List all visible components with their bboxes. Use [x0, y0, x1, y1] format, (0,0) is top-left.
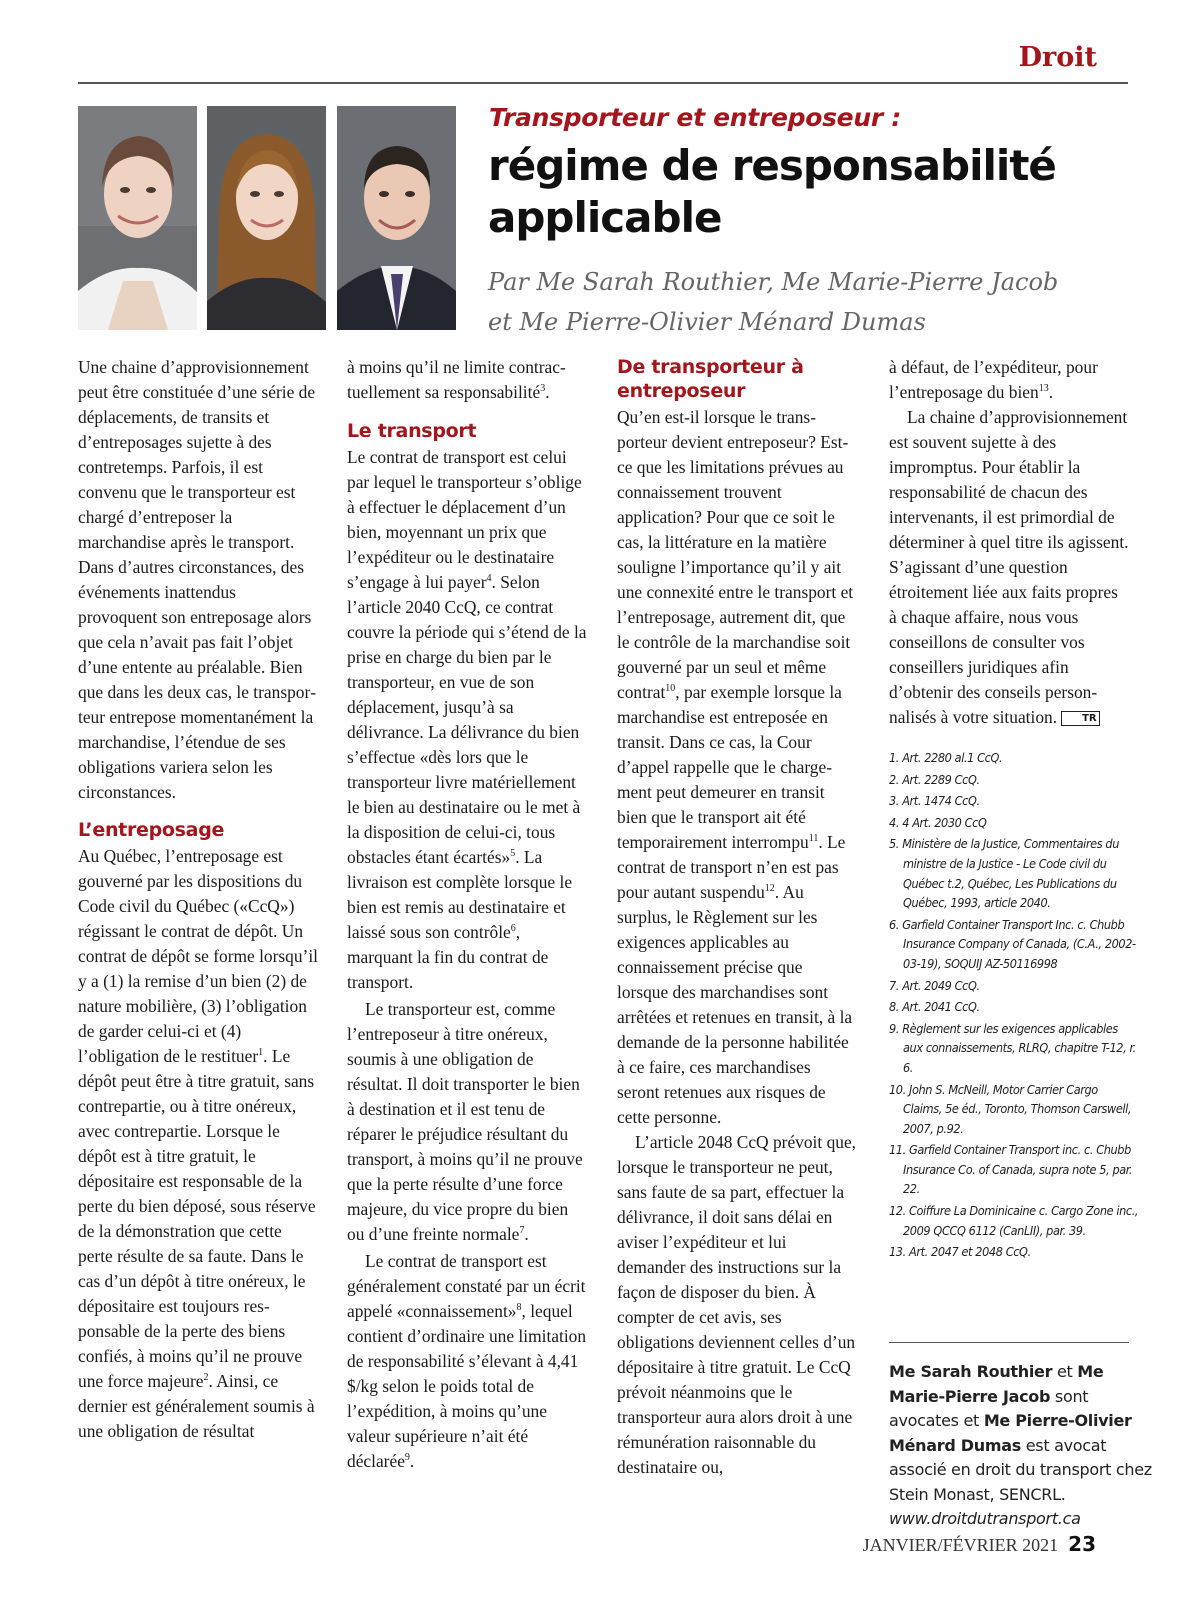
paragraph [78, 844, 318, 1444]
footnote: 10. John S. McNeill, Motor Carrier Cargo Claims, 5e éd., Toronto, Thomson Carswell, 2007, p.92. [889, 1081, 1132, 1136]
footnote: 12. Coiffure La Dominicaine c. Cargo Zone inc., 2009 QCCQ 6112 (CanLII), par. 39. [889, 1203, 1139, 1238]
paragraph: Une chaine d’approvisionnement peut être constituée d’une série de déplacements, de transits et d’entreposages sujette à des contretemps. Parfois, il est convenu que le transporteur est chargé d’entreposer la marchandise après le transport. Dans d’autres circonstances, des événements inattendus provoquent son entreposage alors que cela n’avait pas fait l’objet d’une entente au préalable. Bien que dans les deux cas, le transporteur entrepose momentanément la marchandise, l’étendue de ses obligations variera selon les circonstances. [78, 357, 317, 802]
footnote: 11. Garfield Container Transport inc. c. Chubb Insurance Co. of Canada, supra note 5, par. 22. [889, 1142, 1133, 1197]
column-3 [617, 355, 857, 1480]
section-tag: Droit [1018, 42, 1097, 73]
footnote: 5. Ministère de la Justice, Commentaires du ministre de la Justice - Le Code civil du Québec t.2, Québec, Les Publications du Québec, 1993, article 2040. [889, 836, 1119, 911]
footnote-ref: 12 [764, 883, 775, 895]
author-photo-3 [337, 106, 456, 330]
paragraph [347, 997, 587, 1247]
text: . Ainsi, ce dernier est généralement soumis à une obligation de résultat [78, 1371, 315, 1441]
text: , marquant la fin du contrat de transport. [347, 922, 549, 992]
footnote-ref: 7 [519, 1225, 525, 1237]
footnote: 1. Art. 2280 al.1 CcQ. [889, 750, 1003, 765]
text: . [409, 1451, 415, 1471]
text: est avocat associé en droit du transport chez Stein Monast, SENCRL. [889, 1435, 1152, 1504]
text: Le contrat de transport est celui par lequel le transporteur s’oblige à effectuer le déplacement d’un bien, moyennant un prix que l’expéditeur ou le destinataire s’engage à lui payer [347, 447, 582, 592]
paragraph [617, 405, 857, 1130]
column-4 [889, 355, 1129, 730]
byline-line-1: Par Me Sarah Routhier, Me Marie-Pierre Jacob [488, 268, 1059, 296]
article-kicker: Transporteur et entreposeur : [489, 103, 901, 132]
footnote-ref: 8 [516, 1302, 522, 1314]
website-link[interactable]: www.droitdutransport.ca [889, 1509, 1081, 1528]
article-title [488, 140, 1128, 244]
text: , lequel contient d’ordinaire une limitation de responsabilité s’élevant à 4,41 $/kg selon le poids total de l’expédition, à moins qu’une valeur supérieure n’ait été déclarée [347, 1301, 587, 1471]
paragraph [347, 1249, 587, 1474]
text: à moins qu’il ne limite contractuellement sa responsabilité [347, 357, 566, 402]
bio-rule [889, 1342, 1129, 1343]
article-title-line-1: régime de responsabilité [488, 141, 1056, 190]
footnote-ref: 13 [1038, 383, 1049, 395]
footnote-ref: 9 [404, 1452, 410, 1464]
text: La chaine d’approvisionnement est souvent sujette à des impromptus. Pour établir la responsabilité de chacun des intervenants, il est primordial de déterminer à quel titre ils agissent. S’agissant d’une question étroitement liée aux faits propres à chaque affaire, nous vous conseillons de consulter vos conseillers juridiques afin d’obtenir des conseils personnalisés à votre situation. [889, 407, 1129, 727]
footnote: 4. 4 Art. 2030 CcQ [889, 814, 987, 830]
footnote: 13. Art. 2047 et 2048 CcQ. [889, 1244, 1031, 1260]
paragraph [889, 355, 1129, 405]
text: Au Québec, l’entreposage est gouverné par les dispositions du Code civil du Québec («CcQ») régissant le contrat de dépôt. Un contrat de dépôt se forme lorsqu’il y a (1) la remise d’un bien (2) de nature mobilière, (3) l’obligation de garder celui-ci et (4) l’obligation de le restituer [78, 846, 319, 1066]
text: . [1048, 382, 1054, 402]
footnote: 7. Art. 2049 CcQ. [889, 977, 980, 993]
author-name: Me Sarah Routhier [889, 1362, 1053, 1381]
text: Qu’en est-il lorsque le transporteur devient entreposeur? Est-ce que les limitations prévues au connaissement trouvent application? Pour que ce soit le cas, la littérature en la matière souligne l’importance qu’il y ait une connexité entre le transport et l’entreposage, autrement dit, que le contrôle de la marchandise soit gouverné par un seul et même contrat [617, 407, 854, 702]
text: Le contrat de transport est généralement constaté par un écrit appelé «connaissement» [347, 1251, 586, 1321]
footnote-ref: 10 [665, 683, 676, 695]
text: sont avocates et [889, 1386, 1089, 1430]
text: . Selon l’article 2040 CcQ, ce contrat couvre la période qui s’étend de la prise en charge du bien par le transporteur, en vue de son déplacement, jusqu’à sa délivrance. La délivrance du bien s’effectue «dès lors que le transporteur livre matériellement le bien au destinataire ou le met à la disposition de celui-ci, tous obstacles étant écartés» [347, 572, 587, 867]
subheading-entreposage: L’entreposage [78, 819, 225, 841]
page-footer [863, 1532, 1096, 1556]
footnote: 6. Garfield Container Transport Inc. c. Chubb Insurance Company of Canada, (C.A., 2002-03-19), SOQUIJ AZ-50116998 [889, 916, 1136, 971]
author-photo-1 [78, 106, 197, 330]
footnote: 2. Art. 2289 CcQ. [889, 771, 980, 787]
article-byline [488, 262, 1128, 342]
text: . La livraison est complète lorsque le bien est remis au destinataire et laissé sous son contrôle [347, 847, 573, 942]
text: , par exemple lorsque la marchandise est entreposée en transit. Dans ce cas, la Cour d’appel rappelle que le chargement peut demeurer en transit bien que le transport ait été temporairement interrompu [617, 682, 842, 852]
tr-end-mark-icon: TR [1061, 711, 1100, 726]
subheading-de-transporteur: De transporteur à entreposeur [617, 356, 804, 402]
header-rule [78, 82, 1128, 84]
footnote-ref: 5 [510, 848, 516, 860]
text: . [545, 382, 550, 402]
author-name: Me Pierre-Olivier Ménard Dumas [889, 1411, 1132, 1455]
paragraph [347, 445, 587, 995]
author-bio [889, 1360, 1154, 1532]
paragraph [889, 405, 1129, 730]
column-2 [347, 355, 587, 1474]
footnote: 3. Art. 1474 CcQ. [889, 793, 980, 809]
paragraph [347, 355, 587, 405]
text: Le transporteur est, comme l’entreposeur à titre onéreux, soumis à une obligation de résultat. Il doit transporter le bien à destination et il est tenu de réparer le préjudice résultant du transport, à moins qu’il ne prouve que la perte résulte d’une force majeure, du vice propre du bien ou d’une freinte normale [347, 999, 583, 1244]
footnotes-list [889, 748, 1139, 1264]
column-1 [78, 355, 318, 1444]
text: . Le contrat de transport n’en est pas pour autant suspendu [617, 832, 846, 902]
text: à défaut, de l’expéditeur, pour l’entreposage du bien [889, 357, 1098, 402]
author-photo-2 [207, 106, 326, 330]
page-number: 23 [1068, 1532, 1096, 1556]
footnote-ref: 6 [510, 923, 516, 935]
footnote-ref: 3 [540, 383, 546, 395]
issue-date: JANVIER/FÉVRIER 2021 [862, 1535, 1059, 1555]
footnote-ref: 11 [808, 833, 819, 845]
footnote-ref: 4 [486, 573, 492, 585]
footnote: 9. Règlement sur les exigences applicables aux connaissements, RLRQ, chapitre T-12, r. 6. [889, 1020, 1136, 1075]
author-name: Me Marie-Pierre Jacob [889, 1362, 1104, 1406]
text: . [524, 1224, 529, 1244]
subheading-transport: Le transport [347, 420, 477, 442]
paragraph: L’article 2048 CcQ prévoit que, lorsque le transporteur ne peut, sans faute de sa part, effectuer la délivrance, il doit sans délai en aviser l’expéditeur et lui demander des instructions sur la façon de disposer du bien. À compter de cet avis, ses obligations deviennent celles d’un dépositaire à titre gratuit. Le CcQ prévoit néanmoins que le transporteur aura alors droit à une rémunération raisonnable du destinataire ou, [617, 1132, 857, 1477]
text: . Le dépôt peut être à titre gratuit, sans contrepartie, ou à titre onéreux, avec contrepartie. Lorsque le dépôt est à titre gratuit, le dépositaire est responsable de la perte du bien déposé, sous réserve de la démonstration que cette perte résulte de sa faute. Dans le cas d’un dépôt à titre onéreux, le dépositaire est toujours responsable de la perte des biens confiés, à moins qu’il ne prouve une force majeure [78, 1046, 316, 1391]
article-title-line-2: applicable [488, 193, 722, 242]
text: et [1052, 1362, 1078, 1381]
footnote: 8. Art. 2041 CcQ. [889, 999, 980, 1015]
footnote-ref: 1 [258, 1047, 264, 1059]
footnote-ref: 2 [203, 1372, 209, 1384]
byline-line-2: et Me Pierre-Olivier Ménard Dumas [488, 308, 926, 336]
text: . Au surplus, le Règlement sur les exigences applicables au connaissement précise que lorsque des marchandises sont arrêtées et retenues en transit, à la demande de la personne habilitée à ce faire, ces marchandises seront retenues aux risques de cette personne. [617, 882, 853, 1127]
